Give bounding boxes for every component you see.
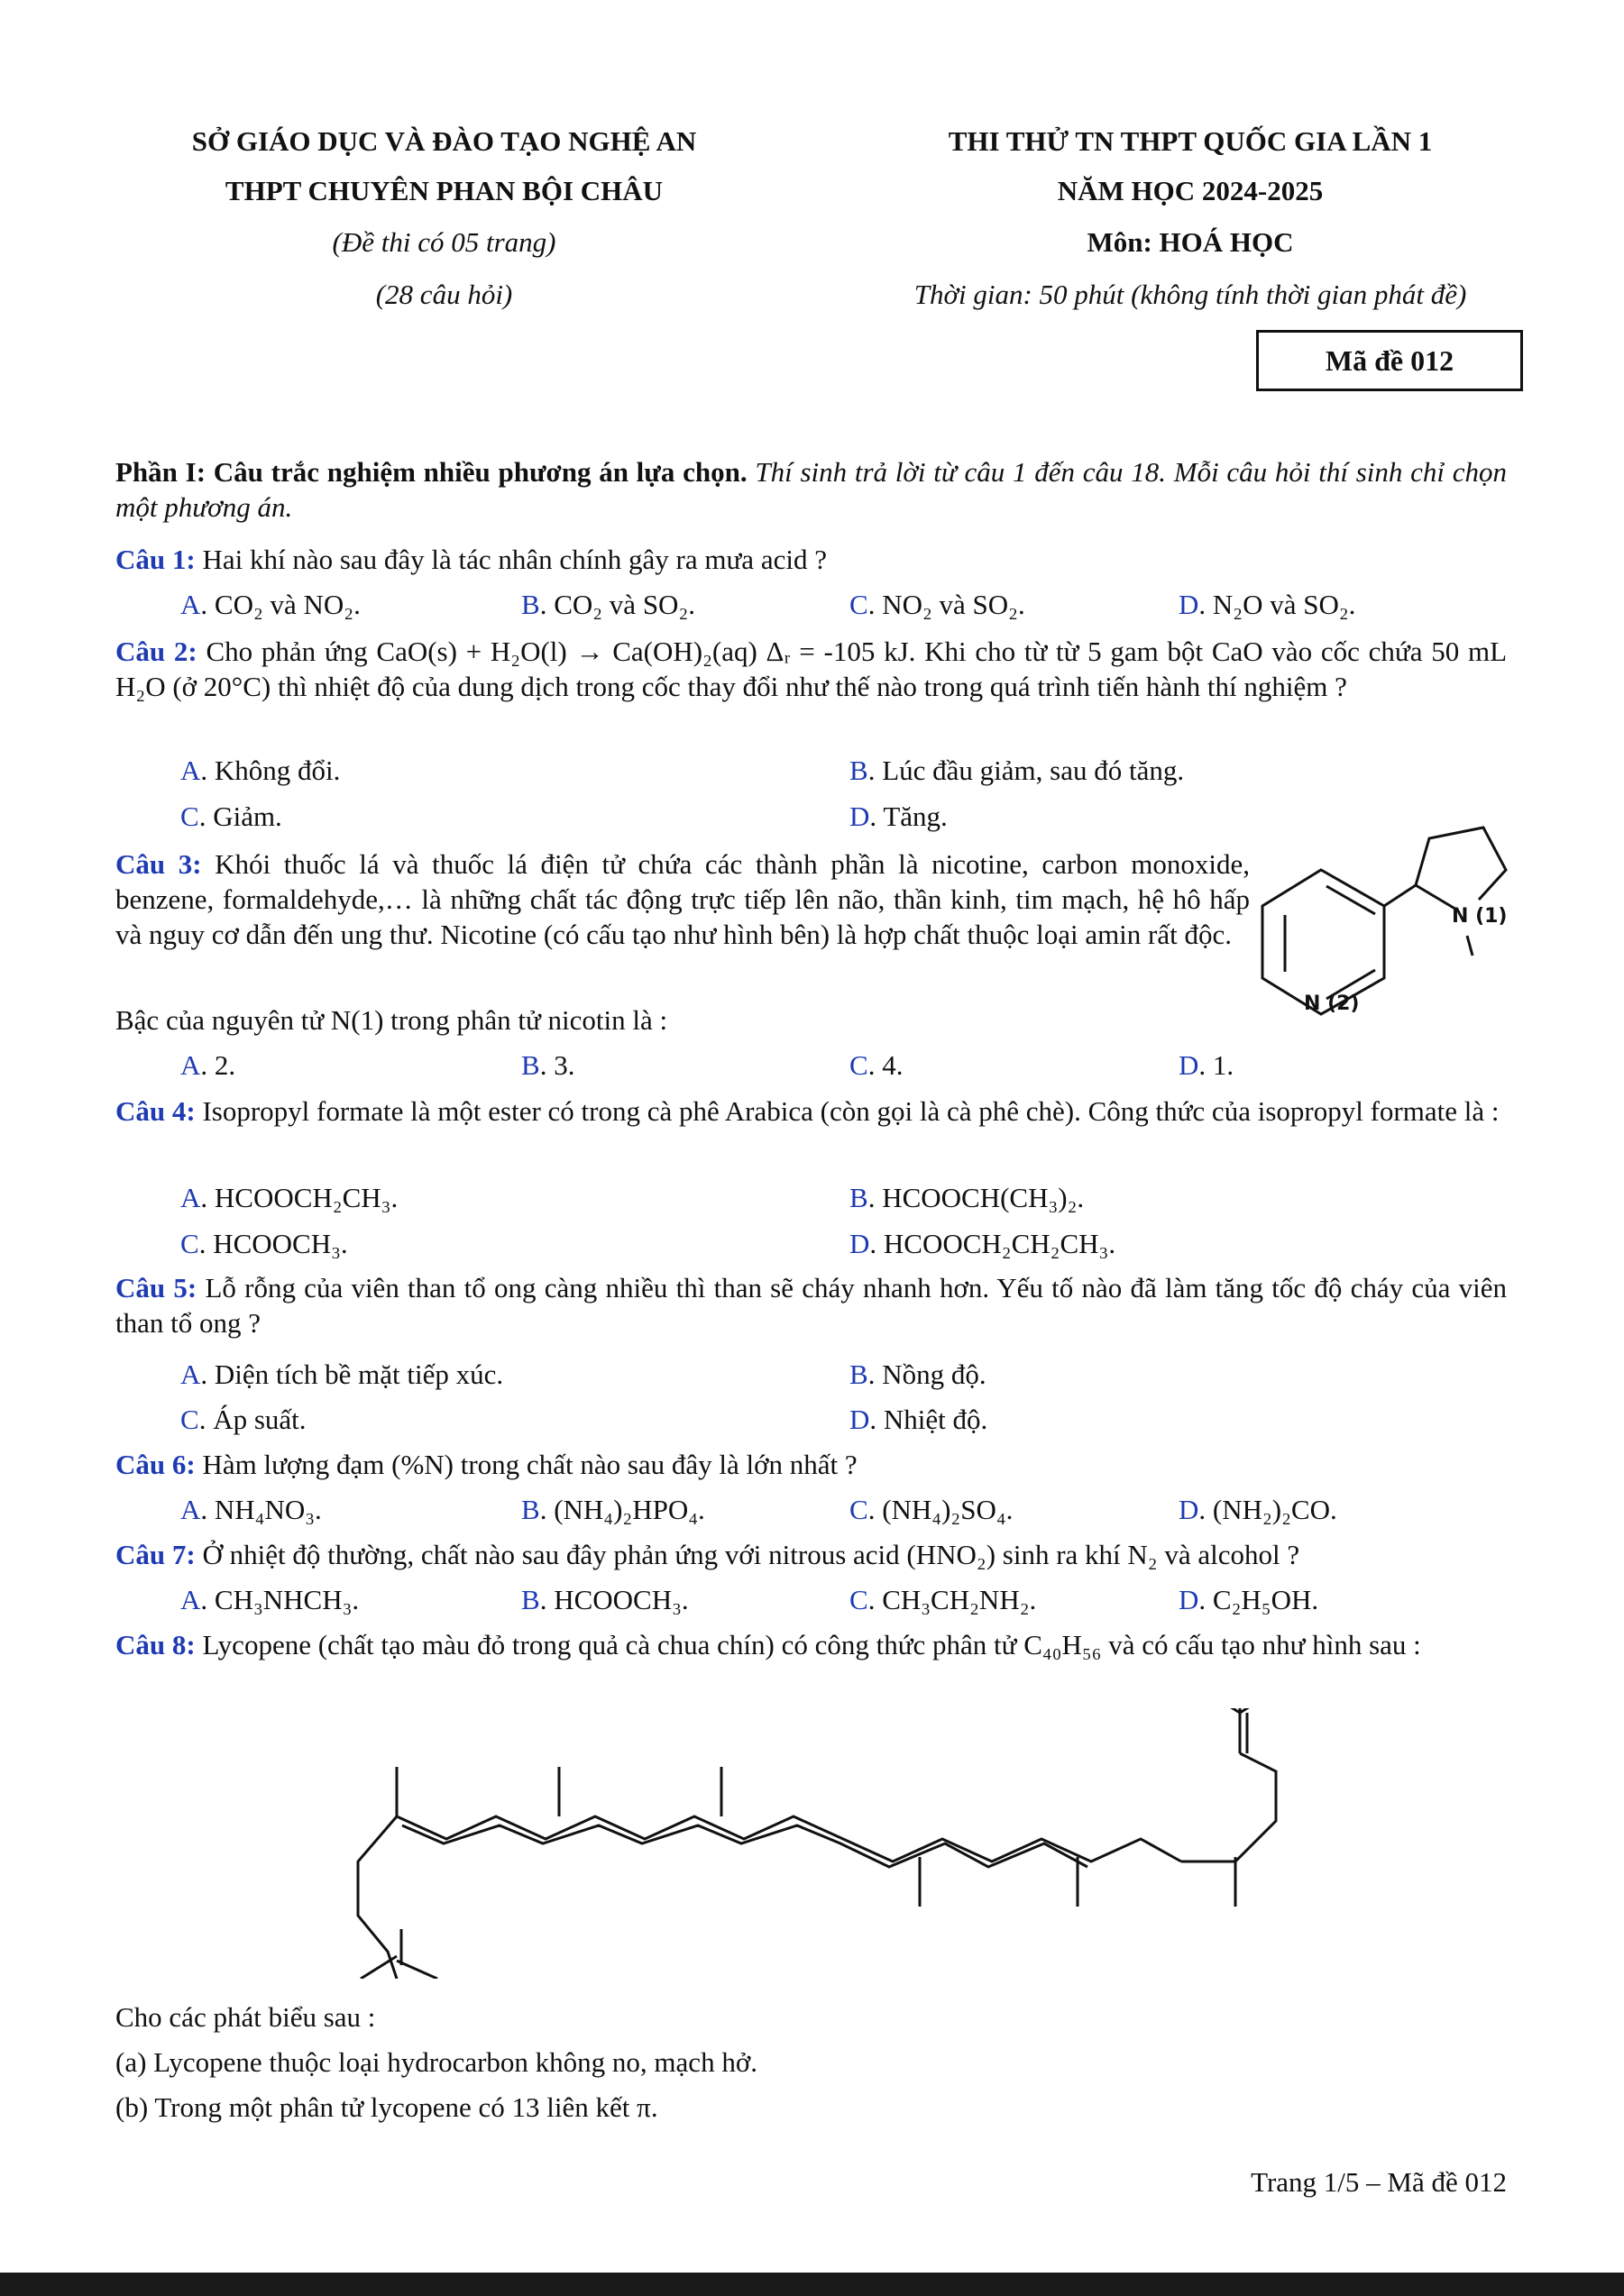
option-text: N₂O và SO₂. <box>1212 589 1356 620</box>
option-letter: C <box>849 1494 868 1525</box>
option-letter: C <box>849 1584 868 1615</box>
question-2 <box>115 635 1507 705</box>
option-letter: B <box>521 1494 540 1525</box>
q1-option-c[interactable]: C. NO₂ và SO₂. <box>849 589 1025 620</box>
subject: Môn: HOÁ HỌC <box>1087 226 1294 258</box>
q2-option-c[interactable]: C. Giảm. <box>180 800 282 832</box>
option-letter: D <box>1179 1584 1199 1615</box>
question-label: Câu 7: <box>115 1539 196 1570</box>
q6-option-c[interactable]: C. (NH₄)₂SO₄. <box>849 1494 1014 1525</box>
option-text: HCOOCH(CH₃)₂. <box>882 1182 1085 1213</box>
q5-option-a[interactable]: A. Diện tích bề mặt tiếp xúc. <box>180 1358 504 1390</box>
option-text: Nồng độ. <box>882 1358 986 1390</box>
page-footer: Trang 1/5 – Mã đề 012 <box>1251 2166 1507 2198</box>
question-5 <box>115 1271 1507 1341</box>
q7-option-a[interactable]: A. CH₃NHCH₃. <box>180 1584 360 1615</box>
option-text: (NH₄)₂HPO₄. <box>554 1494 705 1525</box>
question-1 <box>115 543 1507 578</box>
question-label: Câu 8: <box>115 1629 196 1660</box>
question-3-ask: Bậc của nguyên tử N(1) trong phân tử nicotin là : <box>115 1004 668 1036</box>
statement-b: (b) Trong một phân tử lycopene có 13 liên kết π. <box>115 2091 658 2123</box>
q4-option-b[interactable]: B. HCOOCH(CH₃)₂. <box>849 1182 1085 1213</box>
statement-a: (a) Lycopene thuộc loại hydrocarbon không no, mạch hở. <box>115 2046 757 2078</box>
option-text: CO₂ và NO₂. <box>214 589 361 620</box>
q3-option-c[interactable]: C. 4. <box>849 1049 904 1081</box>
q2-option-a[interactable]: A. Không đổi. <box>180 755 341 786</box>
option-letter: A <box>180 1049 201 1081</box>
option-text: Tăng. <box>883 800 948 832</box>
school-dept: SỞ GIÁO DỤC VÀ ĐÀO TẠO NGHỆ AN <box>191 125 697 157</box>
question-count: (28 câu hỏi) <box>375 279 513 310</box>
option-text: 3. <box>554 1049 575 1081</box>
question-text: Lỗ rỗng của viên than tổ ong càng nhiều thì than sẽ cháy nhanh hơn. Yếu tố nào đã làm tăng tốc độ cháy của viên than tổ ong ? <box>115 1272 1508 1339</box>
option-text: CH₃CH₂NH₂. <box>882 1584 1037 1615</box>
q3-option-d[interactable]: D. 1. <box>1179 1049 1234 1081</box>
part1-title: Phần I: Câu trắc nghiệm nhiều phương án lựa chọn. <box>115 456 748 488</box>
exam-title: THI THỬ TN THPT QUỐC GIA LẦN 1 <box>948 125 1433 157</box>
q7-option-b[interactable]: B. HCOOCH₃. <box>521 1584 689 1615</box>
question-6 <box>115 1448 1507 1483</box>
option-text: Giảm. <box>213 800 282 832</box>
option-letter: A <box>180 755 201 786</box>
q4-option-c[interactable]: C. HCOOCH₃. <box>180 1228 348 1259</box>
option-letter: A <box>180 1584 201 1615</box>
question-label: Câu 2: <box>115 636 197 667</box>
option-letter: D <box>1179 1494 1199 1525</box>
option-letter: A <box>180 1358 201 1390</box>
q1-option-a[interactable]: A. CO₂ và NO₂. <box>180 589 361 620</box>
option-text: C₂H₅OH. <box>1212 1584 1319 1615</box>
time-limit: Thời gian: 50 phút (không tính thời gian phát đề) <box>913 279 1467 310</box>
option-text: NH₄NO₃. <box>214 1494 322 1525</box>
question-label: Câu 3: <box>115 848 202 880</box>
question-text: Cho phản ứng CaO(s) + H₂O(l) → Ca(OH)₂(aq) Δᵣ = -105 kJ. Khi cho từ từ 5 gam bột CaO vào cốc chứa 50 mL H₂O (ở 20°C) thì nhiệt độ của dung dịch trong cốc thay đổi như thế nào trong quá trình tiến hành thí nghiệm ? <box>115 636 1508 702</box>
q1-option-b[interactable]: B. CO₂ và SO₂. <box>521 589 696 620</box>
option-letter: B <box>521 1584 540 1615</box>
option-letter: D <box>849 1228 870 1259</box>
question-text: Hàm lượng đạm (%N) trong chất nào sau đây là lớn nhất ? <box>202 1449 858 1480</box>
question-8 <box>115 1628 1507 1663</box>
option-letter: A <box>180 1182 201 1213</box>
question-3 <box>115 847 1250 952</box>
option-text: CO₂ và SO₂. <box>554 589 696 620</box>
option-text: CH₃NHCH₃. <box>214 1584 360 1615</box>
q5-option-b[interactable]: B. Nồng độ. <box>849 1358 986 1390</box>
q6-option-b[interactable]: B. (NH₄)₂HPO₄. <box>521 1494 705 1525</box>
lycopene-structure <box>343 1708 1289 1979</box>
option-text: 1. <box>1212 1049 1234 1081</box>
q5-option-c[interactable]: C. Áp suất. <box>180 1404 307 1435</box>
question-4 <box>115 1094 1507 1130</box>
school-year: NĂM HỌC 2024-2025 <box>1057 175 1324 206</box>
option-text: HCOOCH₂CH₃. <box>214 1182 399 1213</box>
option-letter: C <box>180 1228 199 1259</box>
option-text: Không đổi. <box>214 755 341 786</box>
statements-intro: Cho các phát biểu sau : <box>115 2001 376 2033</box>
q2-option-d[interactable]: D. Tăng. <box>849 800 948 832</box>
option-letter: C <box>849 589 868 620</box>
option-letter: B <box>849 755 868 786</box>
option-letter: D <box>849 1404 870 1435</box>
nitrogen-1-label: N (1) <box>1452 905 1508 928</box>
option-text: Nhiệt độ. <box>883 1404 988 1435</box>
option-letter: B <box>849 1358 868 1390</box>
nitrogen-2-label: N (2) <box>1304 992 1360 1015</box>
q4-option-a[interactable]: A. HCOOCH₂CH₃. <box>180 1182 399 1213</box>
q2-option-b[interactable]: B. Lúc đầu giảm, sau đó tăng. <box>849 755 1185 786</box>
option-letter: D <box>1179 589 1199 620</box>
q7-option-c[interactable]: C. CH₃CH₂NH₂. <box>849 1584 1037 1615</box>
question-label: Câu 1: <box>115 544 196 575</box>
option-letter: A <box>180 1494 201 1525</box>
question-text: Isopropyl formate là một ester có trong cà phê Arabica (còn gọi là cà phê chè). Công thức của isopropyl formate là : <box>202 1095 1500 1127</box>
part1-heading <box>115 455 1507 526</box>
bottom-bar <box>0 2273 1624 2296</box>
q6-option-a[interactable]: A. NH₄NO₃. <box>180 1494 322 1525</box>
option-text: Lúc đầu giảm, sau đó tăng. <box>882 755 1185 786</box>
option-text: (NH₄)₂SO₄. <box>882 1494 1014 1525</box>
option-text: HCOOCH₂CH₂CH₃. <box>883 1228 1116 1259</box>
q1-option-d[interactable]: D. N₂O và SO₂. <box>1179 589 1356 620</box>
q4-option-d[interactable]: D. HCOOCH₂CH₂CH₃. <box>849 1228 1116 1259</box>
question-label: Câu 5: <box>115 1272 197 1304</box>
option-text: HCOOCH₃. <box>213 1228 348 1259</box>
option-text: HCOOCH₃. <box>554 1584 689 1615</box>
part1-instruction: Thí sinh trả lời từ câu 1 đến câu 18. Mỗi câu hỏi thí sinh chỉ chọn một phương án. <box>115 456 1508 523</box>
option-letter: D <box>849 800 870 832</box>
question-text: Hai khí nào sau đây là tác nhân chính gây ra mưa acid ? <box>202 544 827 575</box>
option-letter: C <box>849 1049 868 1081</box>
option-letter: B <box>521 589 540 620</box>
option-letter: B <box>849 1182 868 1213</box>
page-count: (Đề thi có 05 trang) <box>332 226 556 258</box>
option-letter: A <box>180 589 201 620</box>
option-text: Diện tích bề mặt tiếp xúc. <box>214 1358 504 1390</box>
option-letter: D <box>1179 1049 1199 1081</box>
question-label: Câu 6: <box>115 1449 196 1480</box>
exam-code-box: Mã đề 012 <box>1256 330 1523 391</box>
option-letter: B <box>521 1049 540 1081</box>
option-text: NO₂ và SO₂. <box>882 589 1025 620</box>
q5-option-d[interactable]: D. Nhiệt độ. <box>849 1404 988 1435</box>
question-text: Ở nhiệt độ thường, chất nào sau đây phản ứng với nitrous acid (HNO₂) sinh ra khí N₂ và alcohol ? <box>202 1539 1300 1570</box>
option-text: Áp suất. <box>213 1404 307 1435</box>
option-letter: C <box>180 1404 199 1435</box>
q7-option-d[interactable]: D. C₂H₅OH. <box>1179 1584 1319 1615</box>
q3-option-a[interactable]: A. 2. <box>180 1049 236 1081</box>
option-text: 2. <box>214 1049 236 1081</box>
option-text: (NH₂)₂CO. <box>1212 1494 1337 1525</box>
q6-option-d[interactable]: D. (NH₂)₂CO. <box>1179 1494 1337 1525</box>
option-text: 4. <box>882 1049 904 1081</box>
question-7 <box>115 1538 1507 1573</box>
question-text: Lycopene (chất tạo màu đỏ trong quả cà chua chín) có công thức phân tử C₄₀H₅₆ và có cấu tạo như hình sau : <box>202 1629 1421 1660</box>
option-letter: C <box>180 800 199 832</box>
q3-option-b[interactable]: B. 3. <box>521 1049 575 1081</box>
question-text: Khói thuốc lá và thuốc lá điện tử chứa các thành phần là nicotine, carbon monoxide, benzene, formaldehyde,… là những chất tác động trực tiếp lên não, thần kinh, tim mạch, hệ hô hấp và nguy cơ dẫn đến ung thư. Nicotine (có cấu tạo như hình bên) là hợp chất thuộc loại amin rất độc. <box>115 848 1251 950</box>
school-name: THPT CHUYÊN PHAN BỘI CHÂU <box>225 175 664 206</box>
question-label: Câu 4: <box>115 1095 196 1127</box>
